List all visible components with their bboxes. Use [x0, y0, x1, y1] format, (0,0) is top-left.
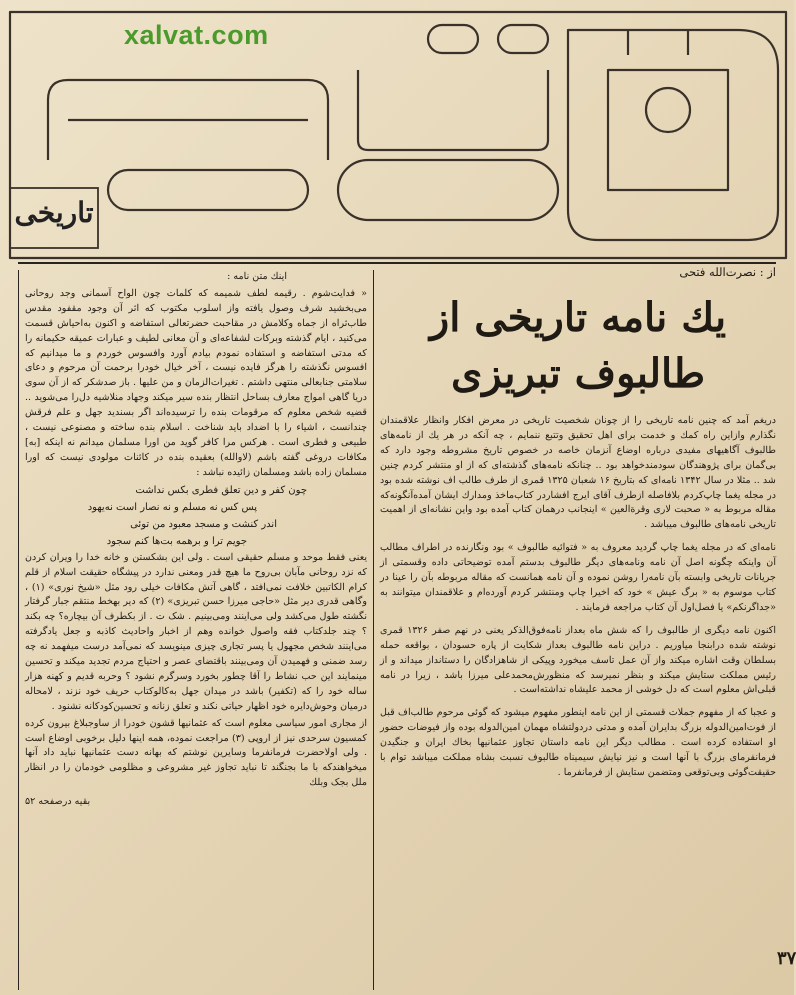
article-right-column [380, 264, 776, 992]
right-paragraph: و عجبا که از مفهوم جملات قسمتی از این نامه اینطور مفهوم میشود که گوئی مرحوم طالب‌اف قبل از فوت‌امین‌الدوله بزرگ بدایران آمده و مدتی در‌دولتشاه مهمان امین‌الدوله بوده واز فیوضات حضور او استفاده کرده است . مطالب دیگر این نامه داستان تجاوز عثمانیها بخاك ایران و جنگیدن فرمانفرمای بزرگ با آنها است و نیز نیایش سیمیناه طالبوف نسبت بشاه مملکت میباشد توام با حقیقت‌گوئی وبی‌توقعی ومتضمن ستایش از فرمانفرما . [380, 707, 776, 778]
letter-paragraph: یعنی فقط موحد و مسلم حقیقی است . ولی این بشکستن و خانه خدا را ویران کردن که نزد روحانی مآبان بی‌روح ما هیچ قدر ومعنی ندارد در پیشگاه حقیقت اسلام از قلم کرام الکاتبین خلافت نمی‌افتد ، گاهی آتش مکافات خیلی رود مثل «شیخ نوری» (۱) ، وگاهی قدری دیر مثل «حاجی میرزا حسن تبریزی» (۲) که دیر بهخط منتقم جبار گرفتار نگشته طول می‌کشد ولی می‌اینند ومی‌بینیم . شک ت . از بکطرف آن بیچاره؟ چه بکند ؟ چند جلدکتاب فقه واصول خوانده وهم از اخبار واحادیث کاذبه و جعل یادگرفته می‌اینند شخص مجهول یا پسر تجاری چیزی مینویسد که نمی‌آمد درست میفهمد نه چه رسد ضمنی و فهمیدن آن ومی‌بینند باقتضای عصر و احتیاج مردم تجدید میکند و تحسین مینمایند این حب نشاط را آقا چطور بخورد وسرگرم نشود ؟ وحربه قدیم و کهنه هزار ساله خود را که (تکفیر) باشد در میدان جهل به‌کالو‌کتاب حریف خود نزند ، لامحاله درمیان وحوش‌دایره خود اظهار حیاتی نکند و تعلق زنانه و تحسین‌کودکانه نشنود . [25, 551, 368, 712]
page-number: ۳۷ [777, 948, 796, 969]
poem-line: اندر کنشت و مسجد معبود من توئی [130, 518, 277, 530]
continued-note: بقیه درصفحه ۵۲ [25, 796, 91, 808]
letter-text-column [18, 270, 374, 990]
letter-paragraph: « فدایت‌شوم . رقیمه لطف شمیمه که کلمات چون الواح آسمانی وجد روحانی می‌بخشید شرف وصول یافته واز اسلوب مکتوب که اثر آن وجود مقفود مقدس طاب‌ثراه از جماه وکلامش در مقاحبت حضرتعالی استفاضه و اکنون به‌احیاش قسمت می‌کنید ، ایام گذشته وبرکات لشفاعه‌ای و آن معانی لطیف و عبارات عمیقه حکیمانه را که مدتی استفاضه و استفاده نمودم بیادم آورد وافسوس خوردم و ما میدانیم که افسوس نگذشته را هرگز فایده نیست ، آخر خیال خودرا برحمت آن مرحوم و دعای سلامتی جنابعالی منتهی داشتم . تغیرات‌الزمان و من علیها . باز صدشکر که از آن سوی دریا گاهی امواج معارف بساحل انتظار بنده سیر میکند وجهاد منلاشیه دل‌را می‌شوید .. قضیه شخص معلوم که مرقومات بنده را ترسیده‌اند اگر بسندید جهل و علم فرقش چندانست ، اشیاء را با اضداد باید شناخت . اسلام بنده ساخته و مصنوعی نیست ، طبیعی و فطری است . هرکس مرا کافر گوید من اورا مسلمان میدانم نه اینکه [به] مکافات دروغی گفته باشم (لاوالله) بعقیده بنده در کائنات مولودی نیست که اورا مسلمان زاده باشد ومسلمان زائیده نباشد : [25, 287, 367, 478]
title-line-2: طالبوف تبریزی [450, 350, 706, 397]
poem-line: جویم ترا و برهمه بت‌ها کنم سجود [106, 535, 247, 547]
letter-paragraph: از مجاری امور سیاسی معلوم است که عثمانیها قشون خودرا از ساوجبلاغ بیرون کرده کمسیون سرحدی نیز از اروپی (۳) مراجعت نموده، همه اینها دلیل برخوبی اوضاع است . ولی اولاحضرت فرمانفرما وسایرین نوشتم که بهانه دست عثمانیها نباید داد آنها میخواهندکه با ما بجنگند تا نباید تجاوز غیر مشروعی و مظلومی خودمان را در انظار ملل بجک وبلك [25, 717, 367, 789]
author-byline: از : نصرت‌الله فتحی [679, 265, 776, 279]
right-paragraph: نامه‌ای که در مجله یغما چاپ گردید معروف به « فتوائیه طالبوف » بود ونگارنده در اطراف مطالب آن واینکه چگونه اصل آن نامه ونامه‌های دیگر طالبوف بدستم آمده توضیحاتی داده وقسمتی از جریانات تاریخی وابسته بآن نامه‌را روشن نموده و آن نامه همانست که مقاله مربوطه بآن را عینا در کتاب موسوم به « برگ عیش » خود که اخیرا چاپ ومنتشر کردم آورده‌ام و علاقمندان میتوانند به «جداگرنکم» یا فصل‌اول آن کتاب مراجعه فرمایند . [380, 542, 776, 613]
article-title [380, 290, 776, 402]
section-logo-graphic [8, 10, 788, 260]
right-paragraph: دریغم آمد که چنین نامه تاریخی را از چونان شخصیت تاریخی در معرض افکار وانظار علاقمندان نگذارم وازاین راه کمك و خدمت برای اهل تحقیق وتتبع ننمایم ، چه آنکه در هر یك از نامه‌های طالبوف آگاهیهای مفیدی درباره اوضاع آنزمان خاصه در خصوص تاریخ مشروطه وجود دارد که بی‌گمان برای پژوهندگان سودمندخواهد بود .. چنانکه نامه‌های گذشته‌ای که از او منتشر کردم چنین شد .. مثلا در سال ۱۳۴۲ نامه‌ای که بتاریخ ۱۶ شعبان ۱۳۲۵ قمری از طرف طالب اف نوشته شده بود در مجله یغما چاپ‌کردم بلافاصله ازطرف آقای ایرج افشاردر کتاب‌ماخذ ومدارك ایشان آمده‌آنگونه‌که مقاله مربوط به « صحبت لاری وقرة‌العین » اینجانب درهمان کتاب آمده بود واین نشانه‌ای از اهمیت تاریخی نامه‌های طالبوف میباشد . [380, 415, 776, 531]
right-paragraph: اکنون نامه دیگری از طالبوف را که شش ماه بعداز نامه‌فوق‌الذکر یعنی در نهم صفر ۱۳۲۶ قمری نوشته شده درابنجا میاوریم . دراین نامه طالبوف بعداز شکایت از پاره حسودان ، بواقعه حمله بسلطان وقت اشاره میکند واز آن عمل تاسف میخورد وپیکی از شاهزادگان را دستانداز میداند و از رئیس مملکت ستایش میکند و بنظر نمیرسد که منظورش‌محمدعلی میرزا باشد ، زیرا در نامه قبلی‌اش معلوم است که دل خوشی از محمد علیشاه نداشته‌است . [380, 624, 776, 696]
title-line-1: یك نامه تاریخی از [429, 294, 727, 341]
poem-line: پس کس نه مسلم و نه نصار است نه‌یهود [87, 501, 257, 513]
letter-intro: اینك متن نامه : [227, 271, 287, 282]
section-tag-label: تاریخی [14, 196, 94, 229]
poem-line: چون کفر و دین تعلق فطری بکس نداشت [135, 484, 307, 496]
watermark: xalvat.com [124, 20, 269, 50]
